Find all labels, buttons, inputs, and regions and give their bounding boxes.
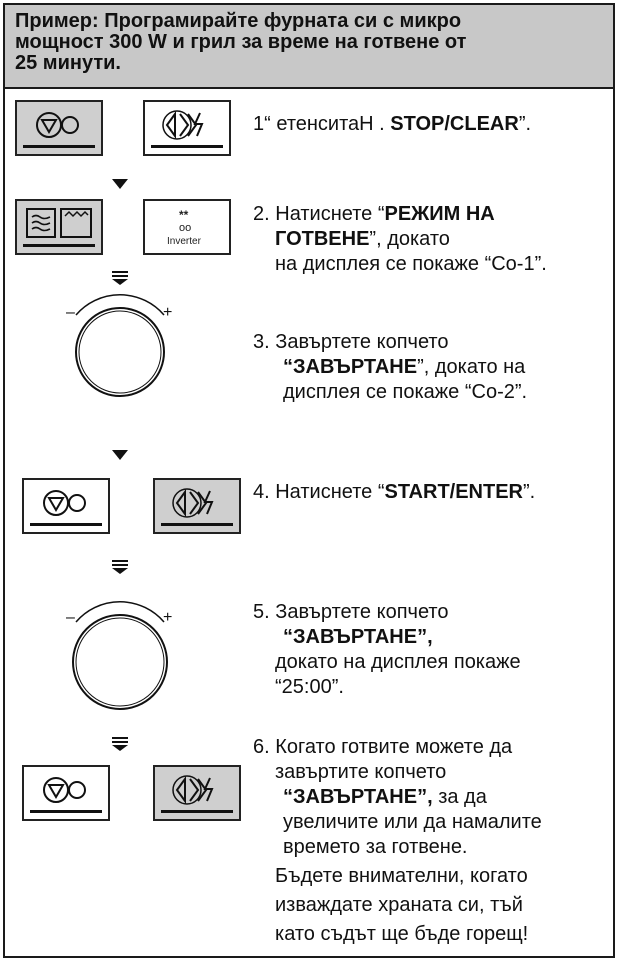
- step-2-bold: РЕЖИМ НА: [384, 203, 495, 225]
- step-2-number: 2.: [253, 203, 270, 225]
- header-line-3: 25 минути.: [15, 52, 121, 74]
- step-5-line-4: “25:00”.: [275, 676, 344, 698]
- cooking-mode-button[interactable]: [15, 199, 103, 255]
- step-1-bold: STOP/CLEAR: [390, 113, 519, 135]
- step-1-end: ”.: [518, 113, 532, 135]
- step-4-prefix: 4. Натиснете “: [253, 481, 385, 503]
- step-2-prefix: Натиснете “: [269, 203, 385, 225]
- step-1-text: [253, 112, 531, 137]
- dial-plus-label: +: [163, 304, 173, 321]
- step-4-bold: START/ENTER: [384, 481, 523, 503]
- down-arrow-icon: [111, 560, 129, 574]
- rotate-dial-knob[interactable]: [60, 287, 180, 407]
- step-6-line-5: времето за готвене.: [283, 836, 468, 858]
- step-6-line-1: 6. Когато готвите можете да: [253, 736, 513, 758]
- step-6-warning-1: Бъдете внимателни, когато: [275, 865, 528, 887]
- step-5-text: [253, 600, 521, 700]
- step-3-text: [253, 330, 527, 405]
- step-2-bold-2: ГОТВЕНЕ: [275, 228, 370, 250]
- start-enter-button[interactable]: [153, 478, 241, 534]
- step-5-line-3: докато на дисплея покаже: [275, 651, 521, 673]
- step-1-number: 1“: [253, 113, 271, 135]
- step-2-text: [253, 202, 547, 277]
- step-6-after: за да: [432, 786, 487, 808]
- rotate-dial-knob[interactable]: [60, 592, 180, 717]
- svg-text:**: **: [179, 208, 189, 222]
- step-5-bold: “ЗАВЪРТАНЕ”,: [283, 626, 433, 648]
- step-5-line-1: 5. Завъртете копчето: [253, 601, 449, 623]
- step-6-warning-3: като съдът ще бъде горещ!: [275, 923, 529, 945]
- dial-minus-label: –: [66, 304, 75, 321]
- step-4-text: [253, 480, 535, 505]
- step-2-mid: ”, докато: [369, 228, 450, 250]
- step-3-mid: ”, докато на: [417, 356, 526, 378]
- step-6-line-4: увеличите или да намалите: [283, 811, 542, 833]
- step-3-line-1: 3. Завъртете копчето: [253, 331, 449, 353]
- example-header: [3, 3, 615, 89]
- dial-minus-label: –: [66, 609, 75, 626]
- step-3-line-3: дисплея се покаже “Co-2”.: [283, 381, 528, 403]
- inverter-label: Inverter: [167, 236, 201, 247]
- inverter-icon: [145, 201, 229, 253]
- stop-clear-button[interactable]: [22, 765, 110, 821]
- start-enter-button[interactable]: [153, 765, 241, 821]
- step-6-text: [253, 735, 542, 947]
- down-arrow-icon: [111, 176, 129, 190]
- step-6-line-2: завъртите копчето: [275, 761, 447, 783]
- stop-clear-button[interactable]: [22, 478, 110, 534]
- down-arrow-icon: [111, 737, 129, 751]
- step-6-bold: “ЗАВЪРТАНЕ”,: [283, 786, 433, 808]
- down-arrow-icon: [111, 447, 129, 461]
- header-line-1: Пример: Програмирайте фурната си с микро: [15, 10, 462, 32]
- header-line-2: мощност 300 W и грил за време на готвене от: [15, 31, 467, 53]
- step-1-prefix: етенситаН .: [270, 113, 391, 135]
- stop-clear-button[interactable]: [15, 100, 103, 156]
- inverter-button[interactable]: [143, 199, 231, 255]
- step-2-line-3: на дисплея се покаже “Co-1”.: [275, 253, 547, 275]
- down-arrow-icon: [111, 271, 129, 285]
- dial-plus-label: +: [163, 609, 173, 626]
- step-6-warning-2: изваждате храната си, тъй: [275, 894, 523, 916]
- start-enter-button[interactable]: [143, 100, 231, 156]
- svg-text:oo: oo: [179, 222, 192, 234]
- step-4-end: ”.: [523, 481, 536, 503]
- step-3-bold: “ЗАВЪРТАНЕ: [283, 356, 418, 378]
